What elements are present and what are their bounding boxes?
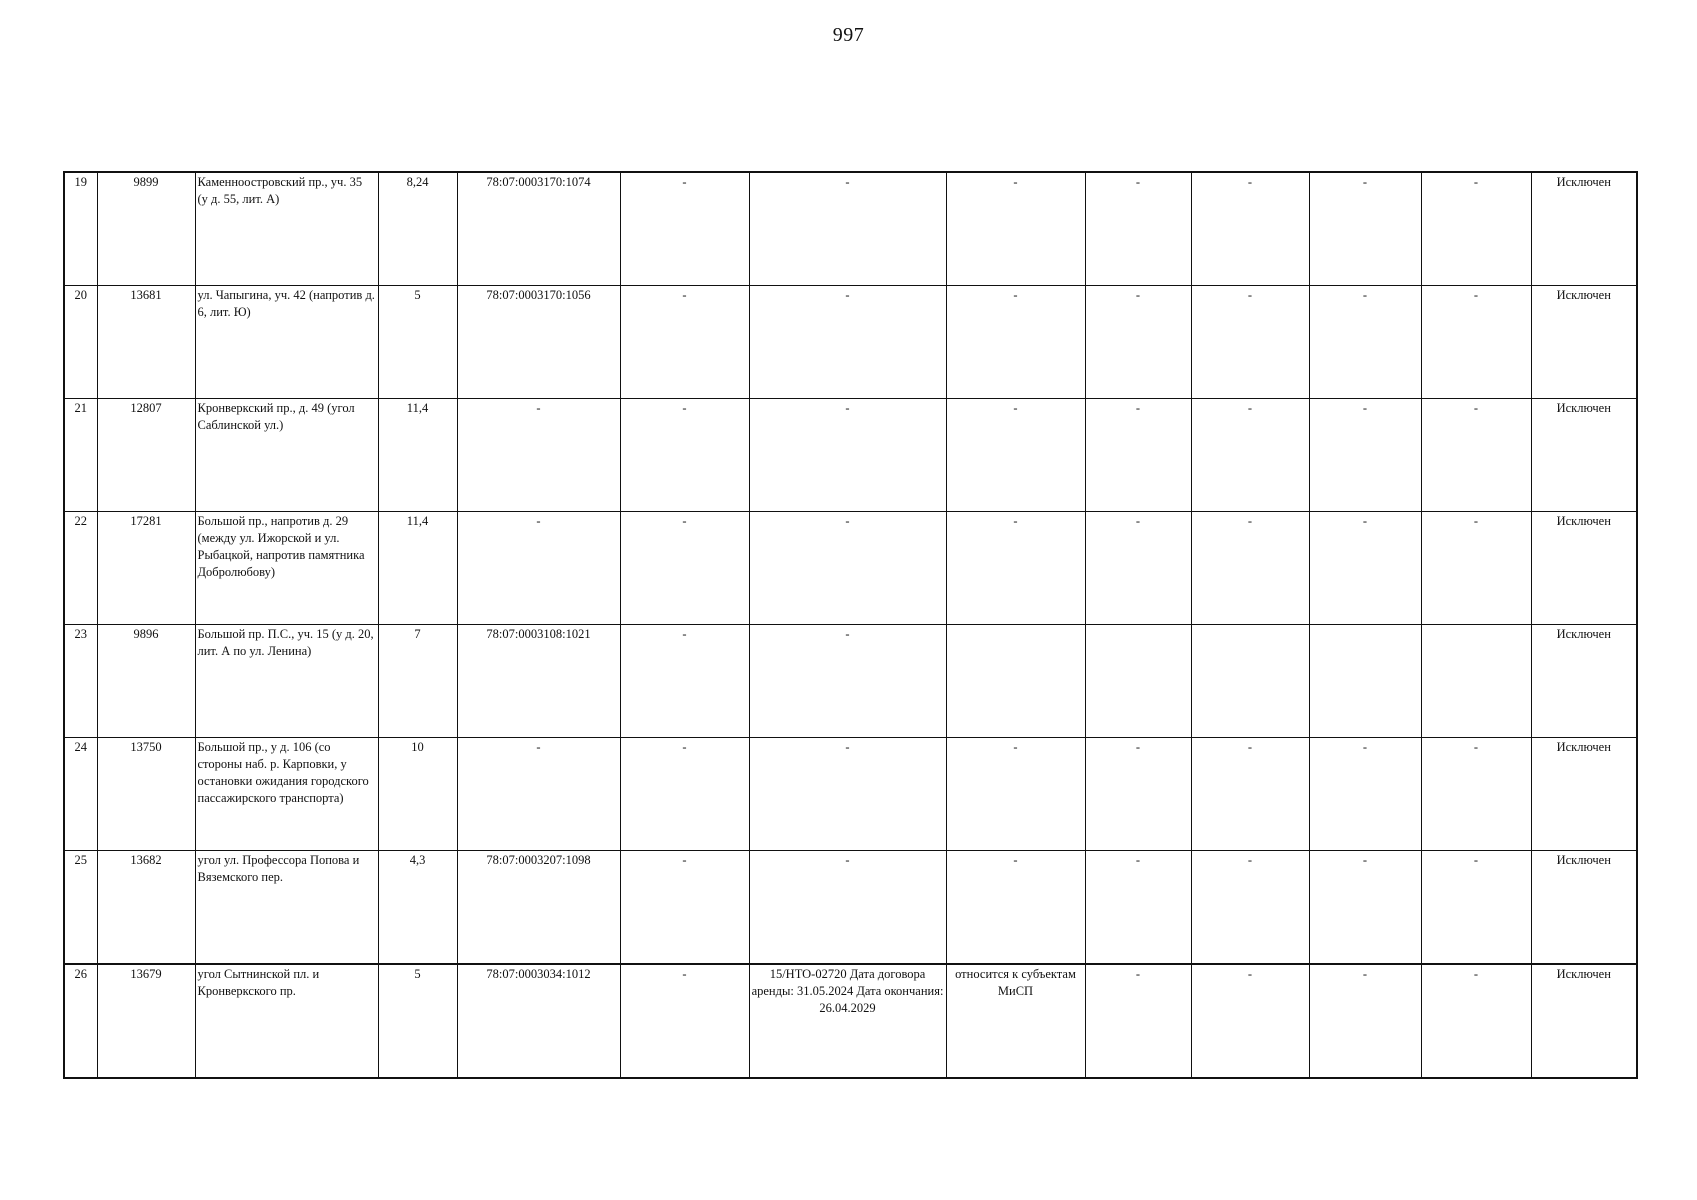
registry-table bbox=[63, 171, 1638, 1079]
table-cell: - bbox=[1085, 399, 1191, 512]
table-cell: - bbox=[1421, 851, 1531, 965]
row-number: 25 bbox=[64, 851, 97, 965]
object-code: 13750 bbox=[97, 738, 195, 851]
object-address: угол Сытнинской пл. и Кронверкского пр. bbox=[195, 964, 378, 1078]
table-cell: - bbox=[749, 851, 946, 965]
table-row bbox=[64, 399, 1637, 512]
page-number: 997 bbox=[832, 24, 865, 46]
table-cell: - bbox=[1309, 738, 1421, 851]
object-code: 12807 bbox=[97, 399, 195, 512]
table-cell: - bbox=[749, 738, 946, 851]
table-cell: - bbox=[749, 512, 946, 625]
row-number: 22 bbox=[64, 512, 97, 625]
object-address: Большой пр. П.С., уч. 15 (у д. 20, лит. А по ул. Ленина) bbox=[195, 625, 378, 738]
table-cell: - bbox=[620, 172, 749, 286]
row-number: 26 bbox=[64, 964, 97, 1078]
object-area: 8,24 bbox=[378, 172, 457, 286]
status-cell: Исключен bbox=[1531, 851, 1637, 965]
table-row bbox=[64, 286, 1637, 399]
table-cell bbox=[1191, 625, 1309, 738]
table-row bbox=[64, 512, 1637, 625]
table-cell: - bbox=[1309, 399, 1421, 512]
status-cell: Исключен bbox=[1531, 172, 1637, 286]
object-area: 11,4 bbox=[378, 399, 457, 512]
table-cell: - bbox=[1309, 286, 1421, 399]
table-row bbox=[64, 851, 1637, 965]
row-number: 19 bbox=[64, 172, 97, 286]
table-cell: - bbox=[1085, 286, 1191, 399]
row-number: 21 bbox=[64, 399, 97, 512]
table-cell bbox=[1085, 625, 1191, 738]
table-row bbox=[64, 738, 1637, 851]
table-cell: - bbox=[1421, 399, 1531, 512]
table-cell: - bbox=[620, 512, 749, 625]
object-code: 17281 bbox=[97, 512, 195, 625]
table-cell: - bbox=[620, 625, 749, 738]
table-cell: - bbox=[1309, 512, 1421, 625]
cadastral-number: 78:07:0003034:1012 bbox=[457, 964, 620, 1078]
table-cell: - bbox=[1421, 286, 1531, 399]
subject-category-cell: относится к субъектам МиСП bbox=[946, 964, 1085, 1078]
table-cell: - bbox=[1421, 512, 1531, 625]
object-address: Большой пр., у д. 106 (со стороны наб. р. Карповки, у остановки ожидания городского пассажирского транспорта) bbox=[195, 738, 378, 851]
object-address: Кронверкский пр., д. 49 (угол Саблинской ул.) bbox=[195, 399, 378, 512]
status-cell: Исключен bbox=[1531, 625, 1637, 738]
object-address: Большой пр., напротив д. 29 (между ул. Ижорской и ул. Рыбацкой, напротив памятника Добролюбову) bbox=[195, 512, 378, 625]
table-cell: - bbox=[1191, 399, 1309, 512]
table-cell: - bbox=[749, 286, 946, 399]
table-cell: - bbox=[749, 172, 946, 286]
table-cell: - bbox=[946, 172, 1085, 286]
object-code: 9896 bbox=[97, 625, 195, 738]
table-cell bbox=[946, 625, 1085, 738]
lease-info-cell: 15/НТО-02720 Дата договора аренды: 31.05.2024 Дата окончания: 26.04.2029 bbox=[749, 964, 946, 1078]
table-cell: - bbox=[749, 399, 946, 512]
table-cell: - bbox=[1421, 738, 1531, 851]
row-number: 23 bbox=[64, 625, 97, 738]
object-area: 5 bbox=[378, 286, 457, 399]
cadastral-number: 78:07:0003207:1098 bbox=[457, 851, 620, 965]
table-cell: - bbox=[1309, 851, 1421, 965]
table-row bbox=[64, 172, 1637, 286]
object-area: 4,3 bbox=[378, 851, 457, 965]
object-address: угол ул. Профессора Попова и Вяземского пер. bbox=[195, 851, 378, 965]
table-cell: - bbox=[620, 738, 749, 851]
table-cell: - bbox=[1085, 738, 1191, 851]
status-cell: Исключен bbox=[1531, 738, 1637, 851]
object-area: 7 bbox=[378, 625, 457, 738]
table-cell bbox=[1421, 625, 1531, 738]
table-cell bbox=[1309, 625, 1421, 738]
table-cell: - bbox=[620, 851, 749, 965]
object-address: ул. Чапыгина, уч. 42 (напротив д. 6, лит. Ю) bbox=[195, 286, 378, 399]
cadastral-number: - bbox=[457, 512, 620, 625]
table-cell: - bbox=[620, 964, 749, 1078]
table-cell: - bbox=[1191, 964, 1309, 1078]
table-cell: - bbox=[620, 286, 749, 399]
table-cell: - bbox=[946, 512, 1085, 625]
object-code: 13682 bbox=[97, 851, 195, 965]
table-cell: - bbox=[946, 851, 1085, 965]
object-code: 13681 bbox=[97, 286, 195, 399]
table-cell: - bbox=[1309, 172, 1421, 286]
table-cell: - bbox=[1085, 851, 1191, 965]
cadastral-number: 78:07:0003170:1074 bbox=[457, 172, 620, 286]
object-code: 13679 bbox=[97, 964, 195, 1078]
table-cell: - bbox=[620, 399, 749, 512]
table-cell: - bbox=[1309, 964, 1421, 1078]
object-area: 5 bbox=[378, 964, 457, 1078]
object-area: 11,4 bbox=[378, 512, 457, 625]
table-cell: - bbox=[946, 738, 1085, 851]
status-cell: Исключен bbox=[1531, 964, 1637, 1078]
cadastral-number: - bbox=[457, 738, 620, 851]
row-number: 24 bbox=[64, 738, 97, 851]
status-cell: Исключен bbox=[1531, 286, 1637, 399]
table-row bbox=[64, 625, 1637, 738]
table-cell: - bbox=[1191, 512, 1309, 625]
table-cell: - bbox=[1421, 964, 1531, 1078]
table-cell: - bbox=[1191, 172, 1309, 286]
table-cell: - bbox=[1085, 964, 1191, 1078]
table-row bbox=[64, 964, 1637, 1078]
table-cell: - bbox=[946, 286, 1085, 399]
table-cell: - bbox=[1191, 851, 1309, 965]
status-cell: Исключен bbox=[1531, 399, 1637, 512]
cadastral-number: 78:07:0003108:1021 bbox=[457, 625, 620, 738]
object-code: 9899 bbox=[97, 172, 195, 286]
table-cell: - bbox=[1085, 512, 1191, 625]
table-cell: - bbox=[749, 625, 946, 738]
cadastral-number: 78:07:0003170:1056 bbox=[457, 286, 620, 399]
table-cell: - bbox=[946, 399, 1085, 512]
table-cell: - bbox=[1085, 172, 1191, 286]
table-cell: - bbox=[1191, 738, 1309, 851]
cadastral-number: - bbox=[457, 399, 620, 512]
table-cell: - bbox=[1191, 286, 1309, 399]
table-cell: - bbox=[1421, 172, 1531, 286]
status-cell: Исключен bbox=[1531, 512, 1637, 625]
object-address: Каменноостровский пр., уч. 35 (у д. 55, лит. А) bbox=[195, 172, 378, 286]
object-area: 10 bbox=[378, 738, 457, 851]
row-number: 20 bbox=[64, 286, 97, 399]
